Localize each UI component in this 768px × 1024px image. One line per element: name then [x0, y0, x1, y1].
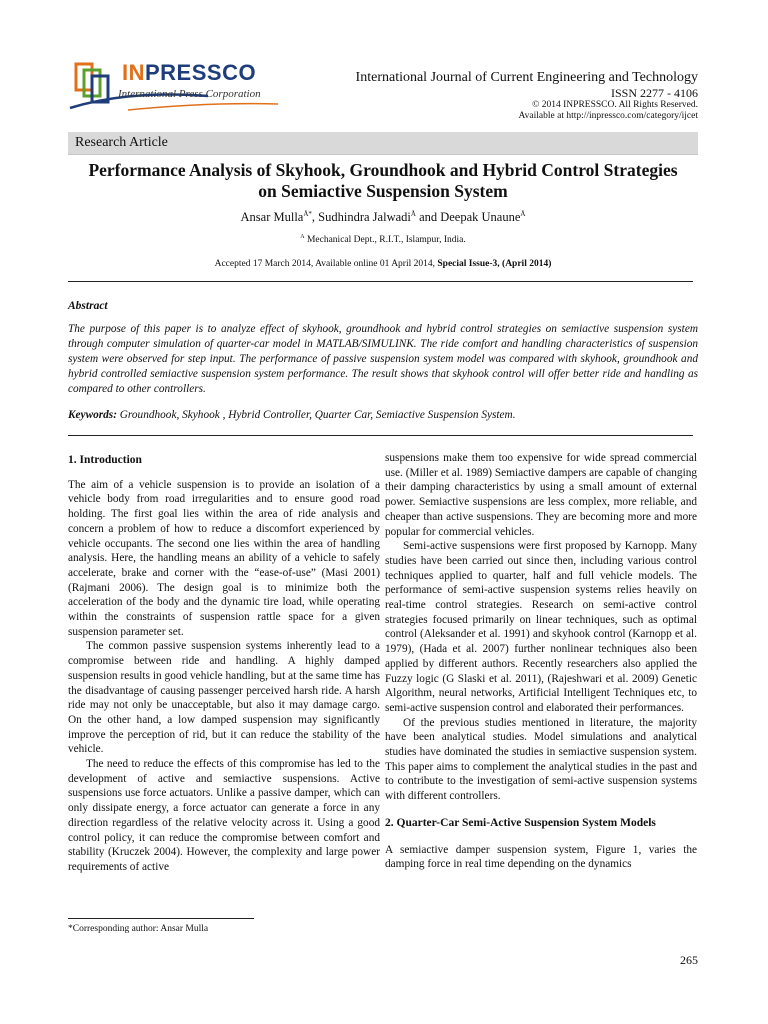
logo-wordmark: INPRESSCO — [122, 60, 257, 85]
keywords-text: Groundhook, Skyhook , Hybrid Controller, Quarter Car, Semiactive Suspension System. — [116, 409, 516, 421]
copyright: © 2014 INPRESSCO. All Rights Reserved. — [532, 100, 698, 110]
author-1-affiliation-mark: Å* — [303, 210, 312, 218]
paper-title-line1: Performance Analysis of Skyhook, Groundhook and Hybrid Control Strategies — [88, 160, 678, 180]
left-column — [68, 453, 380, 875]
footnote-divider — [68, 918, 254, 919]
section-heading-introduction: 1. Introduction — [68, 454, 142, 466]
abstract-heading: Abstract — [68, 300, 108, 312]
paragraph: A semiactive damper suspension system, Figure 1, varies the damping force in real time depending on the dynamics — [385, 843, 697, 871]
page-number: 265 — [680, 953, 698, 967]
special-issue: Special Issue-3, (April 2014) — [437, 259, 552, 269]
author-2-affiliation-mark: Å — [410, 210, 416, 218]
paragraph: The need to reduce the effects of this compromise has led to the development of active and semiactive suspensions. Active suspensions use force actuators. Unlike a passive damper, which can only dissipate energy, a force actuator can generate a force in any direction regardless of the relative velocity across it. Using a good control policy, it can reduce the compromise between comfort and stability (Kruczek 2004). However, the complexity and large power requirements of active — [68, 758, 380, 873]
author-2: , Sudhindra Jalwadi — [311, 210, 411, 225]
right-column — [385, 451, 697, 872]
section-heading-models: 2. Quarter-Car Semi-Active Suspension System Models — [385, 816, 656, 829]
issn: ISSN 2277 - 4106 — [610, 86, 698, 100]
paper-title-line2: on Semiactive Suspension System — [258, 181, 508, 201]
logo-subtitle: International Press Corporation — [118, 88, 261, 100]
affiliation: $^A$ Mechanical Dept., R.I.T., Islampur, India. — [300, 234, 466, 246]
paragraph: Semi-active suspensions were first proposed by Karnopp. Many studies have been carried out since then, including various control techniques applied to quarter, half and full vehicle models. The performance of semi-active suspension systems relies heavily on real-time control strategies. Research on semi-active control strategies focused primarily on linear techniques, such as optimal control (Aleksander et al. 1991) and skyhook control (Karnopp et al. 1979), (Hada et al. 2007) further nonlinear techniques also been applied by different authors. Recently researchers also applied the Fuzzy logic (G Slaski et al. 2011), (Rajeshwari et al. 2009) Genetic Algorithm, neural networks, Artificial Intelligent Techniques etc, to semi-active suspension control and elaborated their performances. — [385, 540, 697, 714]
keywords-label: Keywords: — [68, 409, 117, 421]
author-3-affiliation-mark: Å — [520, 210, 526, 218]
affiliation-mark: A — [300, 234, 305, 240]
author-3: and Deepak Unaune — [415, 210, 521, 225]
keywords — [68, 409, 698, 421]
article-type: Research Article — [75, 135, 168, 150]
paper-title — [68, 160, 698, 202]
paragraph: suspensions make them too expensive for wide spread commercial use. (Miller et al. 1989) Semiactive dampers are capable of changing their damping characteristics by using a small amount of external power. Semiactive suspensions are less complex, more reliable, and cheaper than active suspensions. They are becoming more and more popular for commercial vehicles. — [385, 452, 697, 538]
journal-title: International Journal of Current Engineering and Technology — [355, 70, 698, 85]
divider-top — [68, 281, 693, 282]
abstract-body: The purpose of this paper is to analyze effect of skyhook, groundhook and hybrid control strategies on semiactive suspension system through computer simulation of quarter-car model in MATLAB/SIMULINK. The ride comfort and handling characteristics of suspension system were observed for step input. The performance of passive suspension system model was compared with skyhook, groundhook and hybrid controlled semiactive suspension system performance. The result shows that skyhook control will offer better ride and handling as compared to other controllers. — [68, 323, 698, 395]
paragraph: Of the previous studies mentioned in literature, the majority have been analytical studies. Model simulations and analytical studies have dominated the studies in semiactive suspension system. This paper aims to complement the analytical studies in the past and to contribute to the investigation of semi-active suspension systems with different controllers. — [385, 716, 697, 803]
paragraph: The aim of a vehicle suspension is to provide an isolation of a vehicle body from road irregularities and to ensure good road holding. The first goal lies within the area of ride analysis and concern a problem of how to reduce a discomfort experienced by vehicle occupants. The second one lies within the area of handling analysis. Here, the handling means an ability of a vehicle to safely accelerate, brake and corner with the “ease-of-use” (Masi 2001) (Rajmani 2006). The design goal is to minimize both the acceleration of the body and the dynamic tire load, while operating within the constraints of suspension rattle space for a given suspension parameter set. — [68, 478, 380, 638]
paragraph: The common passive suspension systems inherently lead to a compromise between ride and handling. A highly damped suspension results in good vehicle handling, but at the same time has the disadvantage of causing passenger perceived harsh ride. A harsh ride may not only be unacceptable, but also it may damage cargo. On the other hand, a low damped suspension may significantly improve the perception of rid, but it can reduce the stability of the vehicle. — [68, 640, 380, 756]
publication-dates: Accepted 17 March 2014, Available online 01 April 2014, Special Issue-3, (April 2014) — [214, 259, 552, 269]
divider-bottom — [68, 435, 693, 436]
footnote: *Corresponding author: Ansar Mulla — [68, 924, 209, 934]
author-1: Ansar Mulla — [240, 210, 304, 225]
author-list — [68, 210, 698, 225]
availability-link[interactable]: Available at http://inpressco.com/category/ijcet — [518, 111, 698, 121]
